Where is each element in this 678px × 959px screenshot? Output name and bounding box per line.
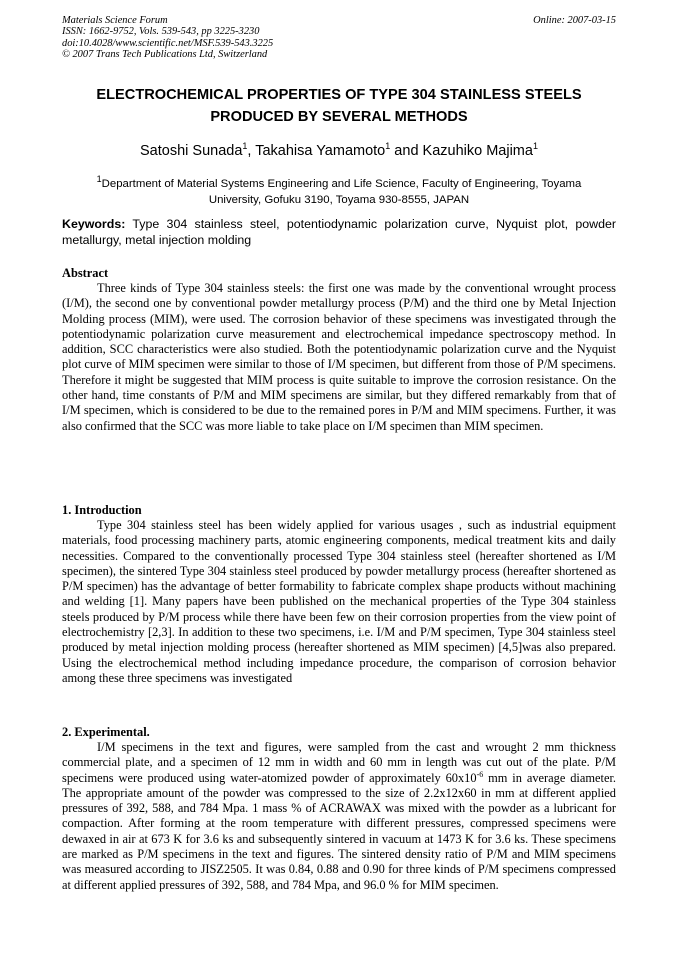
experimental-body — [62, 740, 616, 893]
affiliation — [70, 176, 608, 208]
experimental-text-a: I/M specimens in the text and figures, were sampled from the cast and wrought 2 mm thickness commercial plate, and a specimen of 12 mm in width and 60 mm in length was cut out of the plate. P/M specimens were produced using water-atomized powder of approximately 60x10 — [62, 740, 616, 785]
keywords-label: Keywords: — [62, 217, 126, 231]
affiliation-text: Department of Material Systems Engineering and Life Science, Faculty of Engineering, Toyama University, Gofuku 3190, Toyama 930-8555, JAPAN — [101, 178, 582, 206]
keywords-text: Type 304 stainless steel, potentiodynamic polarization curve, Nyquist plot, powder metallurgy, metal injection molding — [62, 217, 616, 247]
paper-title — [62, 84, 616, 128]
affiliation-mark: 1 — [96, 174, 102, 185]
abstract-text: Three kinds of Type 304 stainless steels: the first one was made by the conventional wrought process (I/M), the second one by conventional powder metallurgy process (P/M) and the third one by Metal Injection Molding process (MIM), were used. The corrosion behavior of these specimens was investigated through the potentiodynamic polarization curve measurement and electrochemical impedance spectroscopy method. In addition, SCC characteristics were also studied. Both the potentiodynamic polarization curve and the Nyquist plot curve of MIM specimen were similar to those of I/M specimen, but different from those of P/M specimens. Therefore it might be suggested that MIM process is quite suitable to improve the corrosion resistance. On the other hand, time constants of P/M and MIM specimens are similar, but they differed remarkably from that of I/M specimen, which is considered to be due to the remained pores in P/M and MIM specimens. Further, it was also confirmed that the SCC was more liable to take place on I/M specimen than MIM specimen. — [62, 281, 616, 433]
journal-doi: doi:10.4028/www.scientific.net/MSF.539-543.3225 — [62, 37, 274, 49]
abstract-body — [62, 281, 616, 434]
introduction-body — [62, 518, 616, 686]
experimental-text-b: mm in average diameter. The appropriate amount of the powder was compressed to the size of 2.2x12x60 in mm at different applied pressures of 392, 588, and 784 Mpa. 1 mass % of ACRAWAX was mixed with the powder as a lubricant for compaction. After forming at the room temperature with different pressures, compressed specimens were dewaxed in air at 673 K for 3.6 ks and subsequently sintered in vacuum at 1473 K for 3.6 ks. These specimens are marked as P/M specimens in the text and figures. The sintered density ratio of P/M and MIM specimens was measured according to JISZ2505. It was 0.84, 0.88 and 0.90 for three kinds of P/M specimens compressed at different applied pressures of 392, 588, and 784 Mpa, and 96.0 % for MIM specimen. — [62, 770, 616, 892]
journal-copyright: © 2007 Trans Tech Publications Ltd, Switzerland — [62, 49, 268, 61]
author-list — [62, 141, 616, 161]
introduction-heading: 1. Introduction — [62, 503, 142, 517]
author-name: Kazuhiko Majima — [422, 143, 533, 159]
keywords — [62, 216, 616, 248]
affiliation-mark: 1 — [385, 141, 391, 152]
paper-title-line-2: PRODUCED BY SEVERAL METHODS — [210, 109, 468, 125]
author-separator: , — [247, 143, 256, 159]
journal-header — [62, 15, 616, 61]
paper-title-line-1: ELECTROCHEMICAL PROPERTIES OF TYPE 304 STAINLESS STEELS — [96, 87, 582, 103]
online-date: Online: 2007-03-15 — [533, 15, 616, 26]
affiliation-mark: 1 — [532, 141, 538, 152]
abstract-heading: Abstract — [62, 266, 109, 280]
introduction-text: Type 304 stainless steel has been widely applied for various usages , such as industrial equipment materials, food processing machinery parts, atomic engineering components, medical treatment kits and daily necessities. Compared to the conventionally processed Type 304 stainless steel (hereafter shortened as I/M specimen), the sintered Type 304 stainless steel produced by powder metallurgy process (hereafter shortened as P/M specimen) has the advantage of better formability to fabricate complex shape products without machining and welding [1]. Many papers have been published on the mechanical properties of the Type 304 stainless steels produced by P/M process while there have been few on their corrosion properties from the view point of electrochemistry [2,3]. In addition to these two specimens, i.e. I/M and P/M specimen, Type 304 stainless steel produced by metal injection molding process (hereafter shortened as MIM specimen) [4,5]was also prepared. Using the electrochemical method including impedance procedure, the comparison of corrosion behavior among these three specimens was investigated — [62, 518, 616, 685]
journal-name: Materials Science Forum — [62, 15, 168, 26]
journal-issn: ISSN: 1662-9752, Vols. 539-543, pp 3225-3230 — [62, 26, 260, 38]
author-name: Takahisa Yamamoto — [255, 143, 386, 159]
author-separator: and — [390, 143, 423, 159]
exponent: -6 — [476, 769, 484, 779]
affiliation-mark: 1 — [242, 141, 248, 152]
experimental-heading: 2. Experimental. — [62, 725, 150, 739]
author-name: Satoshi Sunada — [140, 143, 243, 159]
